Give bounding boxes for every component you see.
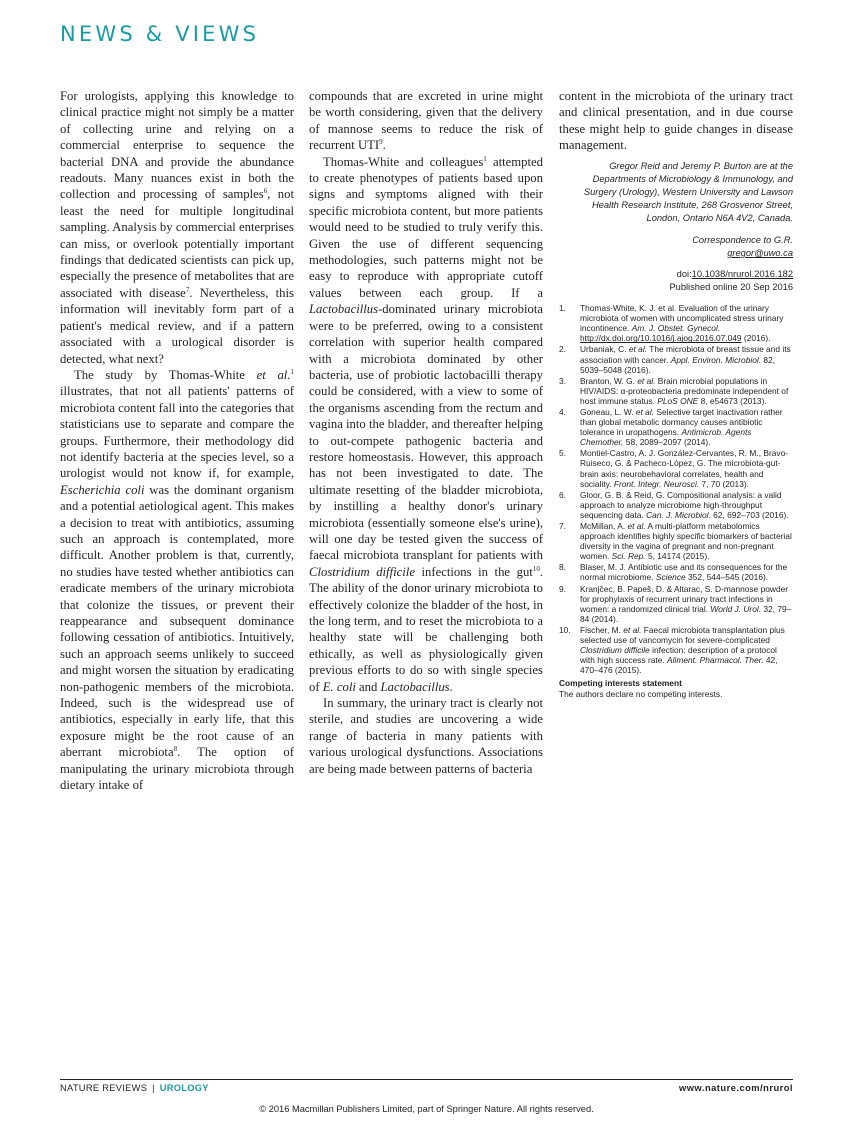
- journal-section: UROLOGY: [159, 1083, 209, 1093]
- body-column-1: [60, 88, 294, 793]
- paragraph: The study by Thomas-White et al.$^1$ illustrates, that not all patients' patterns of microbiota content fall into the categories that statisticians use to separate and compare the groups. Furthermore, their methodology did not identify bacteria at the species level, so a urologist would not know if, for example, Escherichia coli was the dominant organism and a potential aetiological agent. This makes a decision to treat with antibiotics, assuming such an approach is contemplated, more difficult. Another problem is that, currently, no studies have tested whether antibiotics can eradicate members of the urinary microbiota that colonize the tissues, or prevent their reappearance and subsequent dominance following cessation of antibiotics. Intuitively, such an approach seems unlikely to succeed and might worsen the situation by eradicating non-pathogenic members of the microbiota. Indeed, such is the widespread use of antibiotics, especially in early life, that this exposure might be the root cause of an aberrant microbiota$^8$. The option of manipulating the urinary microbiota through dietary intake of: [60, 367, 294, 793]
- footer-website[interactable]: www.nature.com/nrurol: [679, 1083, 793, 1093]
- correspondence-label: Correspondence to G.R.: [692, 234, 793, 245]
- footer-divider: [60, 1079, 793, 1080]
- correspondence: [559, 234, 793, 260]
- email-link[interactable]: gregor@uwo.ca: [727, 247, 793, 258]
- paragraph: In summary, the urinary tract is clearly not sterile, and studies are uncovering a wide range of bacteria in many patients with various urological dysfunctions. Associations are being made between patterns of bacteria: [309, 696, 543, 776]
- section-title: NEWS & VIEWS: [60, 22, 260, 46]
- author-affiliation: Gregor Reid and Jeremy P. Burton are at the Departments of Microbiology & Immunology, and Surgery (Urology), Western University and Lawson Health Research Institute, 268 Grosvenor Street, London, Ontario N6A 4V2, Canada.: [583, 160, 793, 224]
- copyright-notice: © 2016 Macmillan Publishers Limited, part of Springer Nature. All rights reserved.: [259, 1104, 594, 1114]
- reference-item: 5. Montiel-Castro, A. J. González-Cervantes, R. M., Bravo-Ruiseco, G. & Pacheco-López, G. The microbiota-gut-brain axis: neurobehavioral correlates, health and sociality. Front. Integr. Neurosci. 7, 70 (2013).: [559, 448, 789, 489]
- doi-block: [559, 268, 793, 294]
- body-column-3: [559, 88, 793, 700]
- paragraph: compounds that are excreted in urine might be worth considering, given that the delivery of mannose seems to reduce the risk of recurrent UTI$^9$.: [309, 89, 543, 153]
- reference-link[interactable]: http://dx.doi.org/10.1016/j.ajog.2016.07.049: [580, 333, 742, 344]
- paragraph: Thomas-White and colleagues$^1$ attempted to create phenotypes of patients based upon signs and symptoms aligned with their specific microbiota content, but more patients would need to be studied to truly verify this. Given the use of different sequencing methodologies, such patterns might not be easy to reproduce with appropriate cutoff values between each group. If a Lactobacillus-dominated urinary microbiota were to be preferred, owing to a consistent correlation with superior health compared with a microbiota dominated by other bacteria, use of probiotic lactobacilli therapy could be considered, with a view to some of the organisms ascending from the rectum and vagina into the bladder, and thereafter helping to out-compete pathogenic bacteria and restore homeostasis. However, this approach has not been investigated to date. The ultimate resetting of the bladder microbiota, by instilling a healthy donor's urinary microbiota (essentially someone else's urine), will one day be tested given the success of faecal microbiota transplant for patients with Clostridium difficile infections in the gut$^{10}$. The ability of the donor urinary microbiota to effectively colonize the bladder of the host, in the long term, and to reset the microbiota to a healthy state will be challenging both ethically, as well as physiologically given previous efforts to do so with single species of E. coli and Lactobacillus.: [309, 154, 543, 694]
- competing-interests-statement: The authors declare no competing interests.: [559, 689, 723, 700]
- body-column-2: [309, 88, 543, 777]
- reference-item: 8. Blaser, M. J. Antibiotic use and its consequences for the normal microbiome. Science 352, 544–545 (2016).: [559, 562, 788, 583]
- journal-name: NATURE REVIEWS: [60, 1083, 148, 1093]
- reference-item: 1. Thomas-White, K. J. et al. Evaluation of the urinary microbiota of women with uncomplicated stress urinary incontinence. Am. J. Obstet. Gynecol. http://dx.doi.org/10.1016/j.ajog.2016.07.049 (2016).: [559, 303, 784, 344]
- reference-list: [559, 303, 793, 675]
- reference-item: 2. Urbaniak, C. et al. The microbiota of breast tissue and its association with cancer. Appl. Environ. Microbiol. 82, 5039–5048 (2016).: [559, 344, 791, 375]
- footer-separator: |: [152, 1083, 155, 1093]
- reference-item: 3. Branton, W. G. et al. Brain microbial populations in HIV/AIDS: α-proteobacteria predominate independent of host immune status. PLoS ONE 8, e54673 (2013).: [559, 375, 789, 406]
- competing-interests-heading: Competing interests statement: [559, 678, 682, 689]
- reference-item: 9. Kranjčec, B. Papeš, D. & Altarac, S. D-mannose powder for prophylaxis of recurrent urinary tract infections in women: a randomized clinical trial. World J. Urol. 32, 79–84 (2014).: [559, 583, 792, 624]
- reference-item: 6. Gloor, G. B. & Reid, G. Compositional analysis: a valid approach to analyze microbiome high-throughput sequencing data. Can. J. Microbiol. 62, 692–703 (2016).: [559, 489, 789, 520]
- reference-item: 4. Goneau, L. W. et al. Selective target inactivation rather than global metabolic dormancy causes antibiotic tolerance in uropathogens. Antimicrob. Agents Chemother. 58, 2089–2097 (2014).: [559, 406, 783, 448]
- reference-item: 7. McMillan, A. et al. A multi-platform metabolomics approach identifies highly specific biomarkers of bacterial diversity in the vagina of pregnant and non-pregnant women. Sci. Rep. 5, 14174 (2015).: [559, 521, 792, 562]
- paragraph: For urologists, applying this knowledge to clinical practice might not simply be a matter of collecting urine and relying on a commercial enterprise to sequence the bacterial DNA and provide the abundance readouts. Many nuances exist in both the collection and processing of samples$^6$, not least the need for multiple longitudinal sampling. Analysis by commercial enterprises can miss, or overlook potentially important findings that dedicated scientists can pick up, especially the presence of metabolites that are associated with disease$^7$. Nevertheless, this information will inevitably form part of a patient's medical review, and if a pattern associated with a urological disorder is detected, what next?: [60, 89, 294, 366]
- published-date: Published online 20 Sep 2016: [669, 282, 793, 293]
- footer-journal: [60, 1083, 209, 1093]
- doi-link[interactable]: 10.1038/nrurol.2016.182: [691, 269, 793, 280]
- paragraph: content in the microbiota of the urinary tract and clinical presentation, and in due course these might help to guide changes in disease management.: [559, 89, 793, 153]
- doi-label: doi:: [676, 269, 692, 280]
- reference-item: 10. Fischer, M. et al. Faecal microbiota transplantation plus selected use of vancomycin for severe-complicated Clostridium difficile infection: description of a protocol with high success rate. Aliment. Pharmacol. Ther. 42, 470–476 (2015).: [559, 624, 785, 676]
